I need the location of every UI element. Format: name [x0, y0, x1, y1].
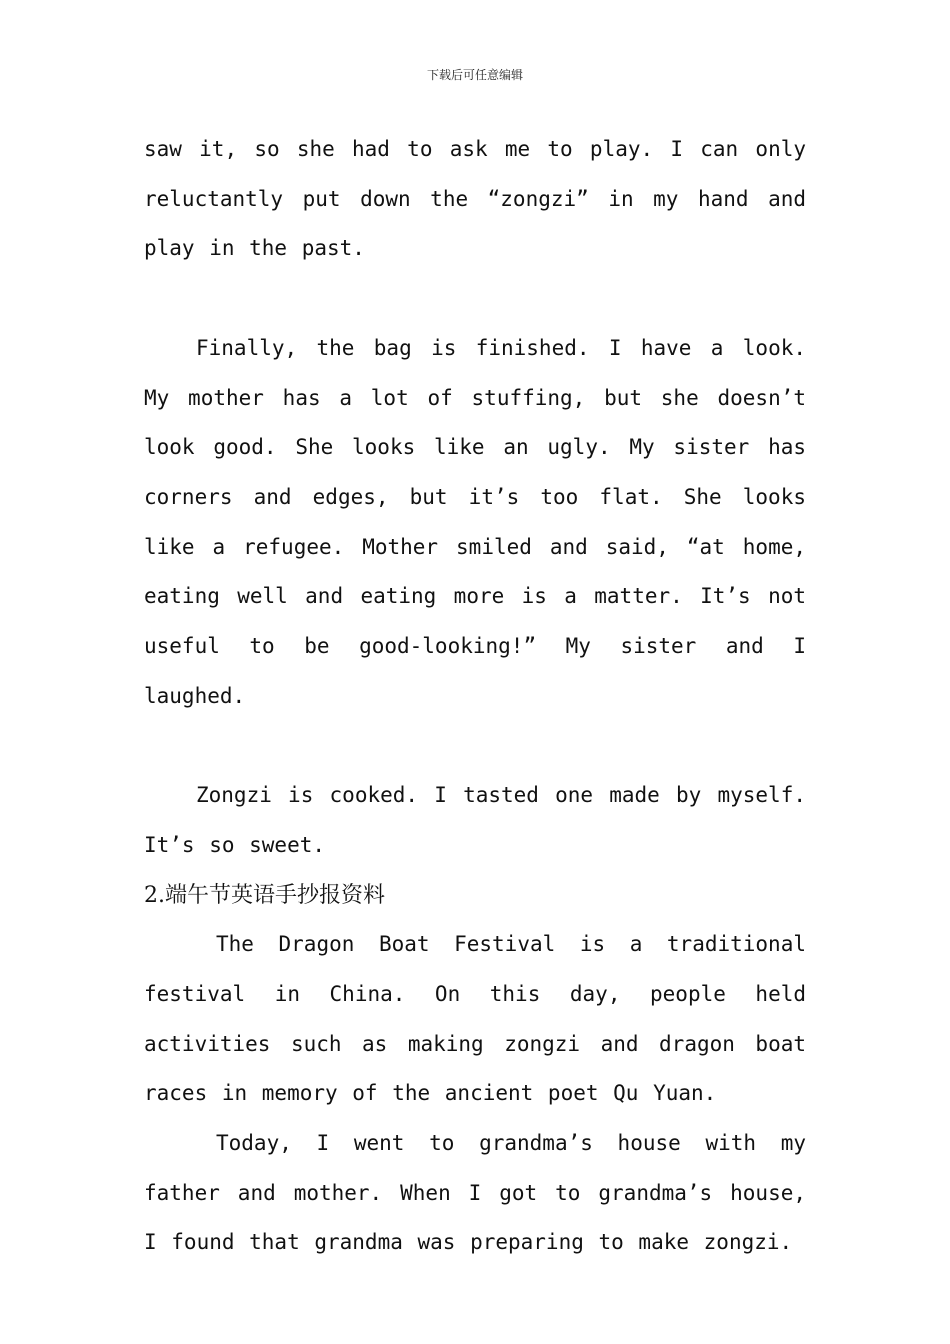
document-body: [144, 125, 806, 1268]
page-header: 下载后可任意编辑: [426, 68, 523, 82]
paragraph-2: Finally, the bag is finished. I have a look. My mother has a lot of stuffing, but she doesn’t look good. She looks like an ugly. My sister has corners and edges, but it’s too flat. She looks like a refugee. Mother smiled and said, “at home, eating well and eating more is a matter. It’s not useful to be good-looking!” My sister and I laughed.: [144, 335, 806, 708]
paragraph-1: saw it, so she had to ask me to play. I can only reluctantly put down the “zongzi” in my hand and play in the past.: [144, 137, 806, 261]
paragraph-3: Zongzi is cooked. I tasted one made by myself. It’s so sweet.: [144, 783, 806, 857]
paragraph-spacer: [144, 721, 806, 771]
paragraph-spacer: [144, 274, 806, 324]
section-heading: 2.端午节英语手抄报资料: [144, 882, 385, 908]
paragraph-5: Today, I went to grandma’s house with my father and mother. When I got to grandma’s house, I found that grandma was preparing to make zongzi.: [144, 1131, 806, 1255]
paragraph-4: The Dragon Boat Festival is a traditional festival in China. On this day, people held activities such as making zongzi and dragon boat races in memory of the ancient poet Qu Yuan.: [144, 932, 806, 1106]
